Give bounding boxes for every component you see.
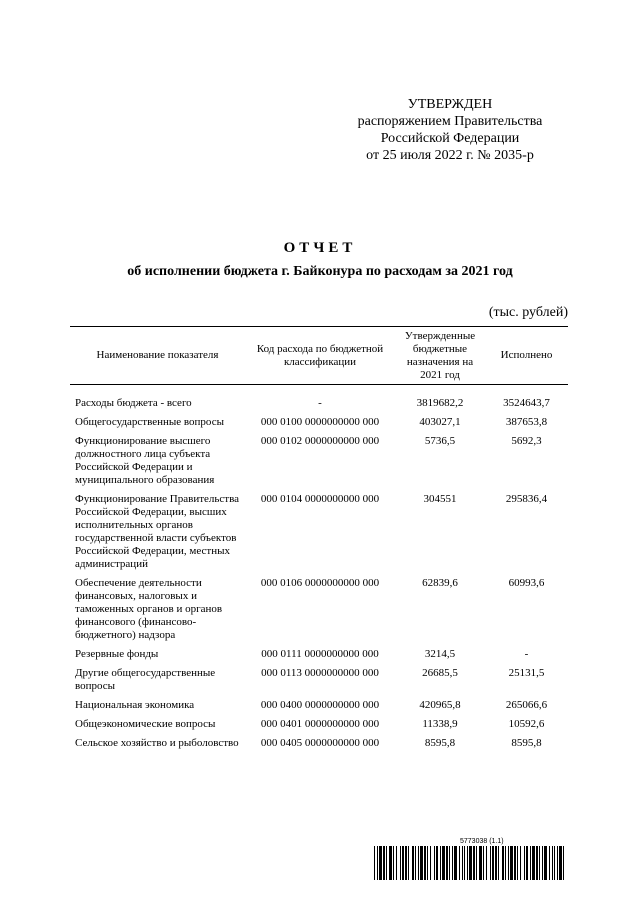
approval-line-3: Российской Федерации <box>380 131 520 146</box>
document-subtitle: об исполнении бюджета г. Байконура по расходам за 2021 год <box>127 264 513 279</box>
row-name: Обеспечение деятельности финансовых, налоговых и таможенных органов и органов финансового (финансово-бюджетного) надзора <box>75 577 223 641</box>
table-row <box>70 435 568 487</box>
header-code: Код расхода по бюджетной классификации <box>256 342 384 368</box>
row-code: 000 0104 0000000000 000 <box>260 493 380 505</box>
header-approved: Утвержденные бюджетные назначения на 2021 год <box>404 329 476 381</box>
row-approved: 5736,5 <box>424 435 456 447</box>
budget-table <box>70 326 568 756</box>
row-approved: 3819682,2 <box>416 397 464 409</box>
table-row <box>70 416 568 429</box>
row-executed: 8595,8 <box>511 737 542 749</box>
row-approved: 11338,9 <box>422 718 458 730</box>
header-executed: Исполнено <box>500 349 553 361</box>
row-code: 000 0113 0000000000 000 <box>261 667 379 679</box>
barcode-number: 5773038 (1.1) <box>460 838 504 845</box>
table-header <box>70 326 568 385</box>
approval-line-4: от 25 июля 2022 г. № 2035-р <box>366 148 534 163</box>
row-executed: 387653,8 <box>505 416 548 428</box>
row-executed: 25131,5 <box>508 667 545 679</box>
row-code: 000 0102 0000000000 000 <box>260 435 380 447</box>
table-body <box>70 385 568 750</box>
row-code: 000 0405 0000000000 000 <box>260 737 380 749</box>
table-row <box>70 577 568 642</box>
row-name: Другие общегосударственные вопросы <box>75 667 216 692</box>
table-row <box>70 397 568 410</box>
row-approved: 62839,6 <box>422 577 458 589</box>
row-approved: 304551 <box>423 493 457 505</box>
barcode-icon <box>374 846 564 880</box>
table-row <box>70 648 568 661</box>
row-code: 000 0111 0000000000 000 <box>261 648 379 660</box>
row-approved: 403027,1 <box>419 416 461 428</box>
table-row <box>70 737 568 750</box>
row-name: Сельское хозяйство и рыболовство <box>75 737 239 749</box>
row-code: 000 0400 0000000000 000 <box>260 699 380 711</box>
approval-line-2: распоряжением Правительства <box>357 114 543 129</box>
table-row <box>70 493 568 571</box>
row-executed: 265066,6 <box>505 699 548 711</box>
row-name: Резервные фонды <box>75 648 159 660</box>
approval-block <box>330 96 570 164</box>
row-name: Общеэкономические вопросы <box>75 718 216 730</box>
row-executed: 10592,6 <box>508 718 545 730</box>
approval-line-1: УТВЕРЖДЕН <box>407 97 493 112</box>
document-title: ОТЧЕТ <box>283 240 357 256</box>
row-approved: 3214,5 <box>424 648 456 660</box>
row-executed: 60993,6 <box>508 577 545 589</box>
table-row <box>70 667 568 693</box>
row-name: Функционирование высшего должностного лица субъекта Российской Федерации и муниципального образования <box>75 435 215 486</box>
row-name: Общегосударственные вопросы <box>75 416 224 428</box>
row-code: 000 0106 0000000000 000 <box>260 577 380 589</box>
row-name: Национальная экономика <box>75 699 195 711</box>
row-name: Расходы бюджета - всего <box>75 397 192 409</box>
row-executed: 5692,3 <box>511 435 542 447</box>
row-executed: 3524643,7 <box>503 397 550 409</box>
header-name: Наименование показателя <box>96 349 219 361</box>
row-approved: 8595,8 <box>424 737 456 749</box>
table-row <box>70 699 568 712</box>
row-executed: 295836,4 <box>505 493 548 505</box>
units-label: (тыс. рублей) <box>488 305 568 320</box>
table-row <box>70 718 568 731</box>
row-executed: - <box>524 648 529 660</box>
row-code: - <box>318 397 322 409</box>
row-approved: 26685,5 <box>422 667 458 679</box>
row-name: Функционирование Правительства Российской Федерации, высших исполнительных органов государственной власти субъектов Российской Федерации, местных администраций <box>75 493 240 570</box>
row-code: 000 0401 0000000000 000 <box>260 718 380 730</box>
row-code: 000 0100 0000000000 000 <box>260 416 380 428</box>
row-approved: 420965,8 <box>419 699 461 711</box>
